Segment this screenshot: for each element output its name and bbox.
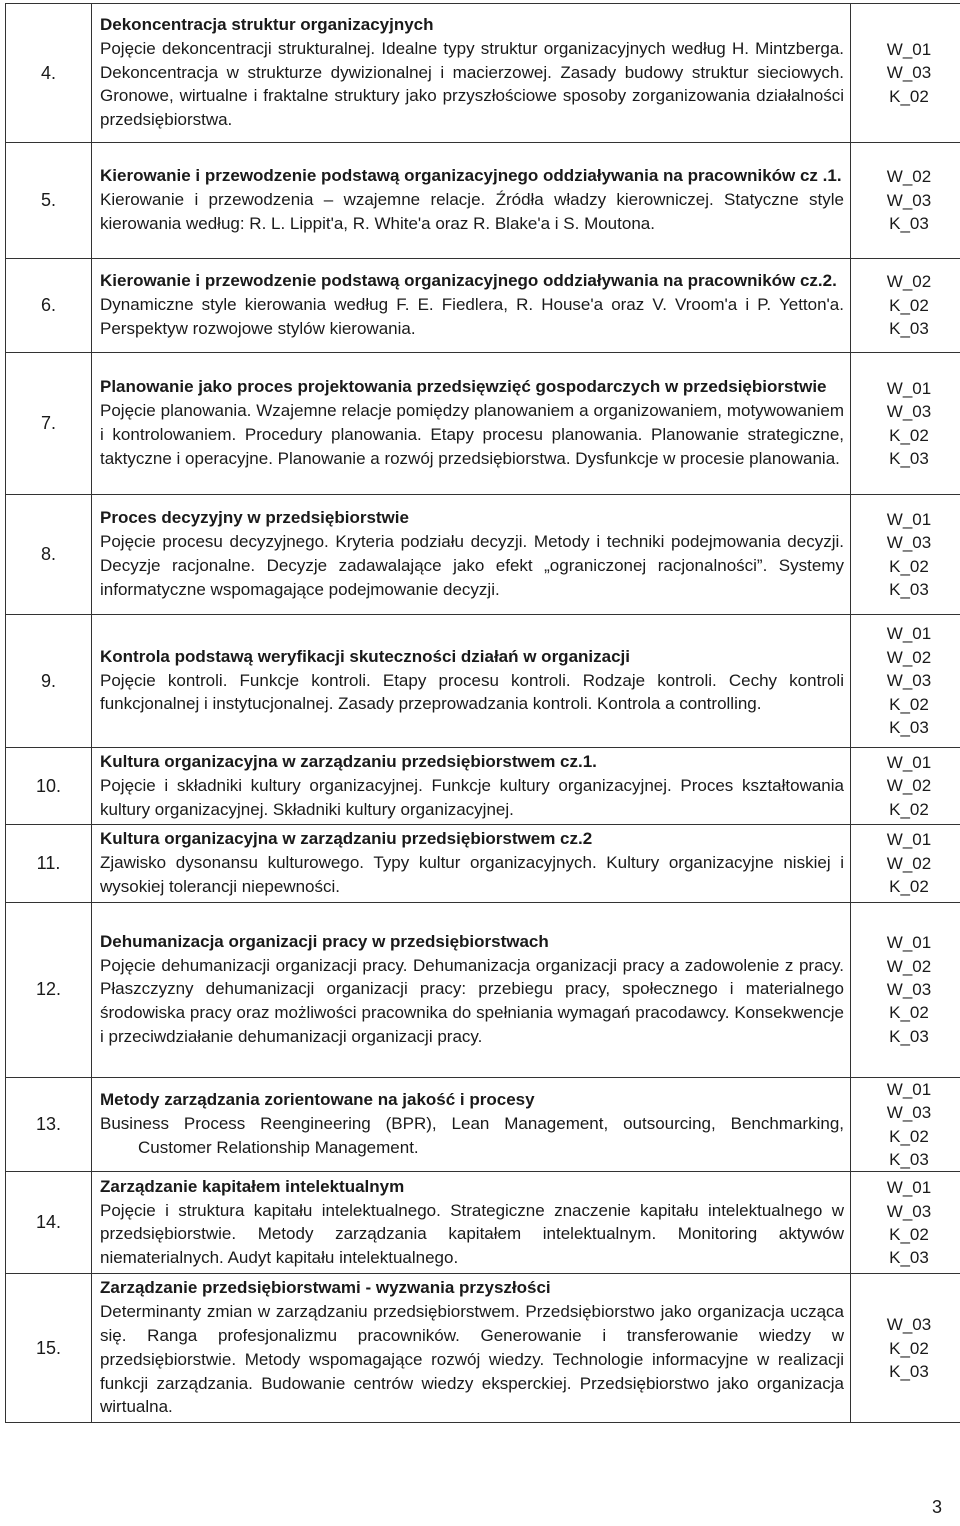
topic-title: Zarządzanie kapitałem intelektualnym [100, 1176, 405, 1196]
outcome-code: W_01 [886, 509, 932, 529]
outcome-code: W_01 [886, 1079, 932, 1099]
row-number: 6. [6, 259, 92, 353]
outcome-code: K_02 [889, 694, 929, 714]
outcome-code: K_02 [889, 1126, 929, 1146]
outcome-code: K_02 [889, 425, 929, 445]
topic-title: Proces decyzyjny w przedsiębiorstwie [100, 508, 409, 528]
outcome-code: W_01 [886, 1178, 932, 1198]
topic-content [92, 495, 851, 615]
topic-content [92, 353, 851, 495]
table-row [6, 4, 960, 143]
table-row [6, 259, 960, 353]
outcome-code: K_02 [889, 556, 929, 576]
outcome-code: W_02 [886, 272, 932, 292]
topic-title: Zarządzanie przedsiębiorstwami - wyzwania przyszłości [100, 1278, 551, 1298]
table-row [6, 353, 960, 495]
topic-description: Pojęcie procesu decyzyjnego. Kryteria podziału decyzji. Metody i techniki podejmowania decyzji. Decyzje racjonalne. Decyzje zadawalające jako efekt „ograniczonej racjonalności”. Systemy informatyczne wspomagające podejmowanie decyzji. [100, 532, 844, 599]
row-number: 9. [6, 615, 92, 748]
outcome-code: K_02 [889, 799, 929, 819]
topic-description: Zjawisko dysonansu kulturowego. Typy kultur organizacyjnych. Kultury organizacyjne niskiej i wysokiej tolerancji niepewności. [100, 853, 844, 896]
topic-content [92, 1274, 851, 1423]
row-number: 4. [6, 4, 92, 143]
learning-outcome-codes [851, 353, 960, 495]
topic-title: Kultura organizacyjna w zarządzaniu przedsiębiorstwem cz.1. [100, 752, 597, 771]
topic-title: Kontrola podstawą weryfikacji skuteczności działań w organizacji [100, 646, 630, 666]
outcome-code: W_02 [886, 853, 932, 873]
table-row [6, 825, 960, 902]
row-number: 11. [6, 825, 92, 902]
outcome-code: W_02 [886, 167, 932, 187]
outcome-code: K_03 [889, 319, 929, 339]
topic-description: Pojęcie i składniki kultury organizacyjnej. Funkcje kultury organizacyjnej. Proces kształtowania kultury organizacyjnej. Składniki kultury organizacyjnej. [100, 775, 844, 819]
outcome-code: W_03 [886, 1315, 932, 1335]
table-row [6, 615, 960, 748]
outcome-code: W_01 [886, 753, 932, 773]
outcome-code: W_01 [886, 933, 932, 953]
outcome-code: W_03 [886, 980, 932, 1000]
topic-title: Dehumanizacja organizacji pracy w przedsiębiorstwach [100, 931, 549, 951]
topic-title: Metody zarządzania zorientowane na jakość i procesy [100, 1090, 535, 1110]
topic-description: Pojęcie dehumanizacji organizacji pracy. Dehumanizacja organizacji pracy a zadowolenie z pracy. Płaszczyzny dehumanizacji organizacji pracy: przebiegu pracy, społecznego i materialnego środowiska pracy oraz możliwości pracownika do spełniania wymagań pracodawcy. Konsekwencje i przeciwdziałanie dehumanizacji organizacji pracy. [100, 955, 844, 1046]
topic-description: Pojęcie planowania. Wzajemne relacje pomiędzy planowaniem a organizowaniem, motywowaniem i kontrolowaniem. Procedury planowania. Etapy procesu planowania. Planowanie strategiczne, taktyczne i operacyjne. Planowanie a rozwój przedsiębiorstwa. Dysfunkcje w procesie planowania. [100, 401, 844, 468]
outcome-code: W_01 [886, 624, 932, 644]
row-number: 13. [6, 1077, 92, 1172]
outcome-code: W_01 [886, 830, 932, 850]
topic-description: Pojęcie kontroli. Funkcje kontroli. Etapy procesu kontroli. Rodzaje kontroli. Cechy kontroli funkcjonalnej i instytucjonalnej. Zasady przeprowadzania kontroli. Kontrola a controlling. [100, 670, 844, 714]
topic-content [92, 143, 851, 259]
outcome-code: K_02 [889, 1003, 929, 1023]
topic-title: Dekoncentracja struktur organizacyjnych [100, 15, 434, 34]
row-number: 12. [6, 902, 92, 1077]
topic-description: Pojęcie dekoncentracji strukturalnej. Idealne typy struktur organizacyjnych według H. Mintzberga. Dekoncentracja w strukturze dywizionalnej i macierzowej. Zasady budowy struktur sieciowych. Gronowe, wirtualne i fraktalne struktury jako przyszłościowe sposoby zorganizowania działalności przedsiębiorstwa. [100, 38, 844, 130]
topic-title: Kierowanie i przewodzenie podstawą organizacyjnego oddziaływania na pracowników cz.2. [100, 271, 837, 291]
row-number: 15. [6, 1274, 92, 1423]
learning-outcome-codes [851, 748, 960, 825]
outcome-code: W_02 [886, 776, 932, 796]
outcome-code: K_03 [889, 1248, 929, 1268]
topic-title: Kierowanie i przewodzenie podstawą organizacyjnego oddziaływania na pracowników cz .1. [100, 166, 842, 186]
outcome-code: K_02 [889, 1338, 929, 1358]
learning-outcome-codes [851, 4, 960, 143]
learning-outcome-codes [851, 902, 960, 1077]
topic-content [92, 1077, 851, 1172]
outcome-code: K_03 [889, 1026, 929, 1046]
learning-outcome-codes [851, 1172, 960, 1274]
topic-description: Determinanty zmian w zarządzaniu przedsiębiorstwem. Przedsiębiorstwo jako organizacja ucząca się. Ranga profesjonalizmu pracowników. Generowanie i transferowanie wiedzy w przedsiębiorstwie. Metody wspomagające rozwój wiedzy. Technologie informacyjne w realizacji funkcji zarządzania. Budowanie centrów wiedzy eksperckiej. Przedsiębiorstwo jako organizacja wirtualna. [100, 1302, 844, 1417]
outcome-code: W_03 [886, 190, 932, 210]
topic-content [92, 902, 851, 1077]
table-row [6, 1172, 960, 1274]
outcome-code: W_01 [886, 378, 932, 398]
learning-outcome-codes [851, 1077, 960, 1172]
topic-description: Kierowanie i przewodzenia – wzajemne relacje. Źródła władzy kierowniczej. Statyczne style kierowania według: R. L. Lippit'a, R. White'a oraz R. Blake'a i S. Moutona. [100, 190, 844, 233]
outcome-code: K_03 [889, 718, 929, 738]
topic-description: Pojęcie i struktura kapitału intelektualnego. Strategiczne znaczenie kapitału intelektualnego w przedsiębiorstwie. Metody zarządzania kapitałem intelektualnym. Monitoring aktywów niematerialnych. Audyt kapitału intelektualnego. [100, 1200, 844, 1268]
learning-outcome-codes [851, 495, 960, 615]
topic-title: Planowanie jako proces projektowania przedsięwzięć gospodarczych w przedsiębiorstwie [100, 377, 827, 397]
topic-description: Dynamiczne style kierowania według F. E. Fiedlera, R. House'a oraz V. Vroom'a i P. Yetton'a. Perspektyw rozwojowe stylów kierowania. [100, 295, 844, 338]
table-row [6, 495, 960, 615]
row-number: 5. [6, 143, 92, 259]
outcome-code: K_03 [889, 214, 929, 234]
outcome-code: W_01 [886, 39, 932, 59]
table-row [6, 1274, 960, 1423]
topic-content [92, 748, 851, 825]
topic-content [92, 825, 851, 902]
outcome-code: K_03 [889, 579, 929, 599]
outcome-code: W_03 [886, 671, 932, 691]
page-number: 3 [931, 1497, 942, 1517]
topic-content [92, 259, 851, 353]
topic-content [92, 1172, 851, 1274]
outcome-code: K_03 [889, 1362, 929, 1381]
outcome-code: W_03 [886, 533, 932, 553]
outcome-code: K_03 [889, 448, 929, 468]
outcome-code: K_02 [889, 877, 929, 897]
outcome-code: W_03 [886, 63, 932, 83]
syllabus-table [5, 3, 960, 1423]
outcome-code: W_03 [886, 1201, 932, 1221]
learning-outcome-codes [851, 259, 960, 353]
learning-outcome-codes [851, 1274, 960, 1423]
outcome-code: W_03 [886, 1103, 932, 1123]
row-number: 10. [6, 748, 92, 825]
topic-title: Kultura organizacyjna w zarządzaniu przedsiębiorstwem cz.2 [100, 829, 593, 849]
learning-outcome-codes [851, 825, 960, 902]
table-row [6, 1077, 960, 1172]
table-row [6, 748, 960, 825]
outcome-code: K_02 [889, 86, 929, 106]
outcome-code: K_02 [889, 1224, 929, 1244]
topic-content [92, 615, 851, 748]
outcome-code: W_02 [886, 956, 932, 976]
table-row [6, 143, 960, 259]
outcome-code: K_02 [889, 295, 929, 315]
topic-content [92, 4, 851, 143]
learning-outcome-codes [851, 615, 960, 748]
row-number: 14. [6, 1172, 92, 1274]
topic-description: Business Process Reengineering (BPR), Lean Management, outsourcing, Benchmarking, Customer Relationship Management. [100, 1114, 844, 1157]
learning-outcome-codes [851, 143, 960, 259]
row-number: 8. [6, 495, 92, 615]
row-number: 7. [6, 353, 92, 495]
outcome-code: W_02 [886, 647, 932, 667]
table-row [6, 902, 960, 1077]
outcome-code: K_03 [889, 1150, 929, 1169]
outcome-code: W_03 [886, 402, 932, 422]
